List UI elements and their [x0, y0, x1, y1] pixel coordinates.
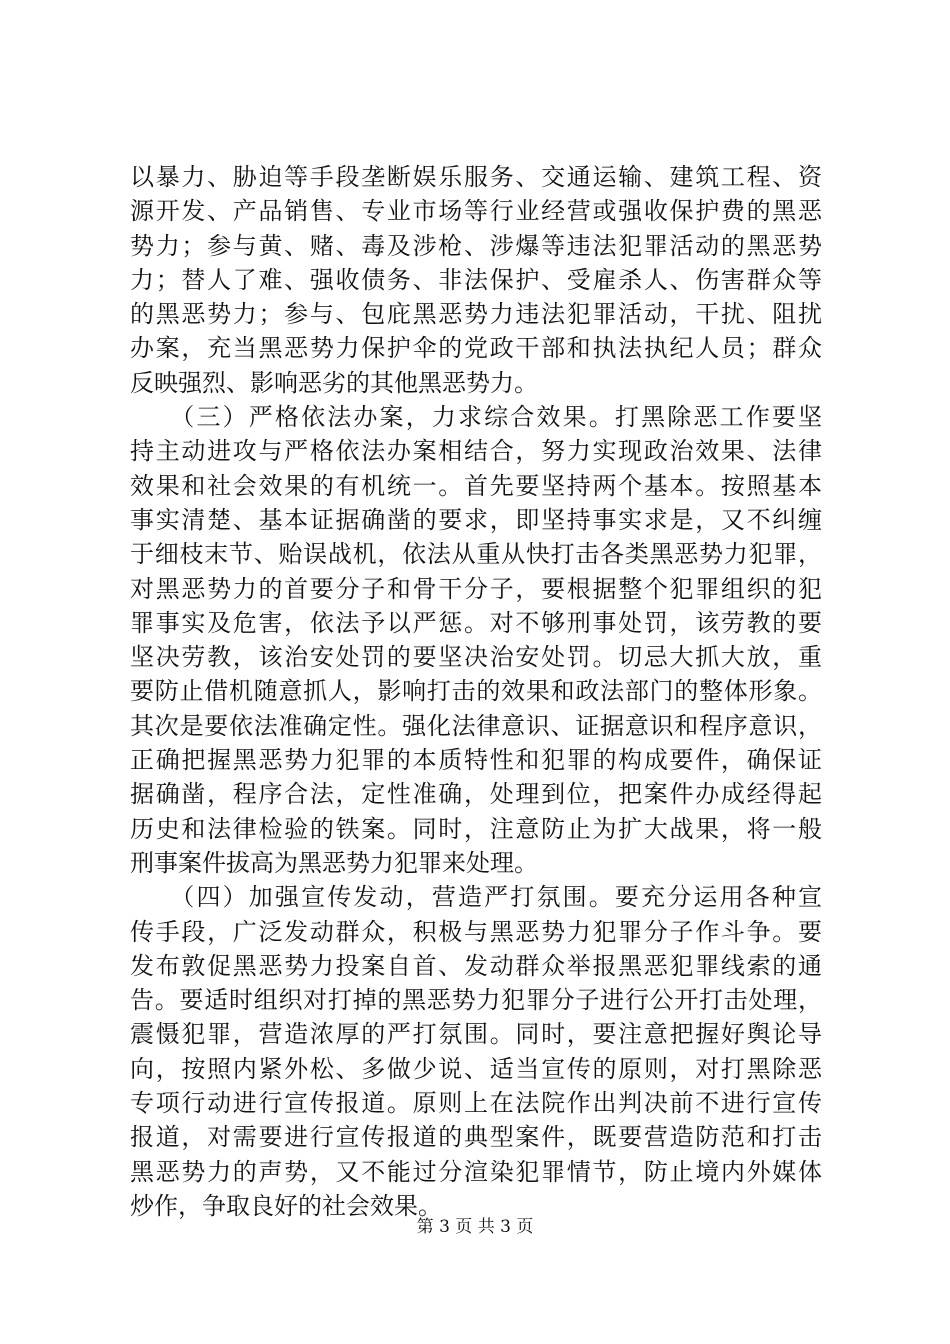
text-line: 报道，对需要进行宣传报道的典型案件，既要营造防范和打击	[130, 1123, 822, 1152]
text-line: 办案，充当黑恶势力保护伞的党政干部和执法执纪人员；群众	[130, 334, 822, 363]
text-line: 效果和社会效果的有机统一。首先要坚持两个基本。按照基本	[130, 471, 822, 500]
text-line: 的黑恶势力；参与、包庇黑恶势力违法犯罪活动，干扰、阻扰	[130, 300, 822, 329]
page-number-footer: 第 3 页 共 3 页	[416, 1217, 534, 1237]
text-line: 震慑犯罪，营造浓厚的严打氛围。同时，要注意把握好舆论导	[130, 1020, 822, 1049]
text-line: 势力；参与黄、赌、毒及涉枪、涉爆等违法犯罪活动的黑恶势	[130, 231, 822, 260]
text-line: 坚决劳教，该治安处罚的要坚决治安处罚。切忌大抓大放，重	[130, 643, 822, 672]
text-line: 刑事案件拔高为黑恶势力犯罪来处理。	[130, 848, 538, 877]
text-line: 于细枝末节、贻误战机，依法从重从快打击各类黑恶势力犯罪，	[130, 540, 822, 569]
text-line: 向，按照内紧外松、多做少说、适当宣传的原则，对打黑除恶	[130, 1054, 822, 1083]
text-line: 黑恶势力的声势，又不能过分渲染犯罪情节，防止境内外媒体	[130, 1157, 822, 1186]
text-line: （四）加强宣传发动，营造严打氛围。要充分运用各种宣	[130, 883, 822, 912]
text-line: 以暴力、胁迫等手段垄断娱乐服务、交通运输、建筑工程、资	[130, 163, 822, 191]
text-line: 告。要适时组织对打掉的黑恶势力犯罪分子进行公开打击处理，	[130, 986, 822, 1015]
text-line: 正确把握黑恶势力犯罪的本质特性和犯罪的构成要件，确保证	[130, 746, 822, 775]
text-line: 罪事实及危害，依法予以严惩。对不够刑事处罚，该劳教的要	[130, 608, 822, 637]
text-line: 力；替人了难、强收债务、非法保护、受雇杀人、伤害群众等	[130, 265, 822, 294]
text-line: 炒作，争取良好的社会效果。	[130, 1191, 442, 1220]
text-line: 持主动进攻与严格依法办案相结合，努力实现政治效果、法律	[130, 437, 822, 466]
text-line: 传手段，广泛发动群众，积极与黑恶势力犯罪分子作斗争。要	[130, 917, 822, 946]
text-line: 要防止借机随意抓人，影响打击的效果和政法部门的整体形象。	[130, 677, 822, 706]
text-line: 反映强烈、影响恶劣的其他黑恶势力。	[130, 368, 538, 397]
text-line: 源开发、产品销售、专业市场等行业经营或强收保护费的黑恶	[130, 197, 822, 226]
text-line: 其次是要依法准确定性。强化法律意识、证据意识和程序意识，	[130, 711, 822, 740]
text-line: 据确凿，程序合法，定性准确，处理到位，把案件办成经得起	[130, 780, 822, 809]
text-line: 事实清楚、基本证据确凿的要求，即坚持事实求是，又不纠缠	[130, 505, 822, 534]
body-text	[130, 160, 822, 1223]
text-line: 对黑恶势力的首要分子和骨干分子，要根据整个犯罪组织的犯	[130, 574, 822, 603]
text-line: （三）严格依法办案，力求综合效果。打黑除恶工作要坚	[130, 403, 822, 432]
text-line: 发布敦促黑恶势力投案自首、发动群众举报黑恶犯罪线索的通	[130, 951, 822, 980]
text-line: 历史和法律检验的铁案。同时，注意防止为扩大战果，将一般	[130, 814, 822, 843]
text-line: 专项行动进行宣传报道。原则上在法院作出判决前不进行宣传	[130, 1089, 822, 1118]
